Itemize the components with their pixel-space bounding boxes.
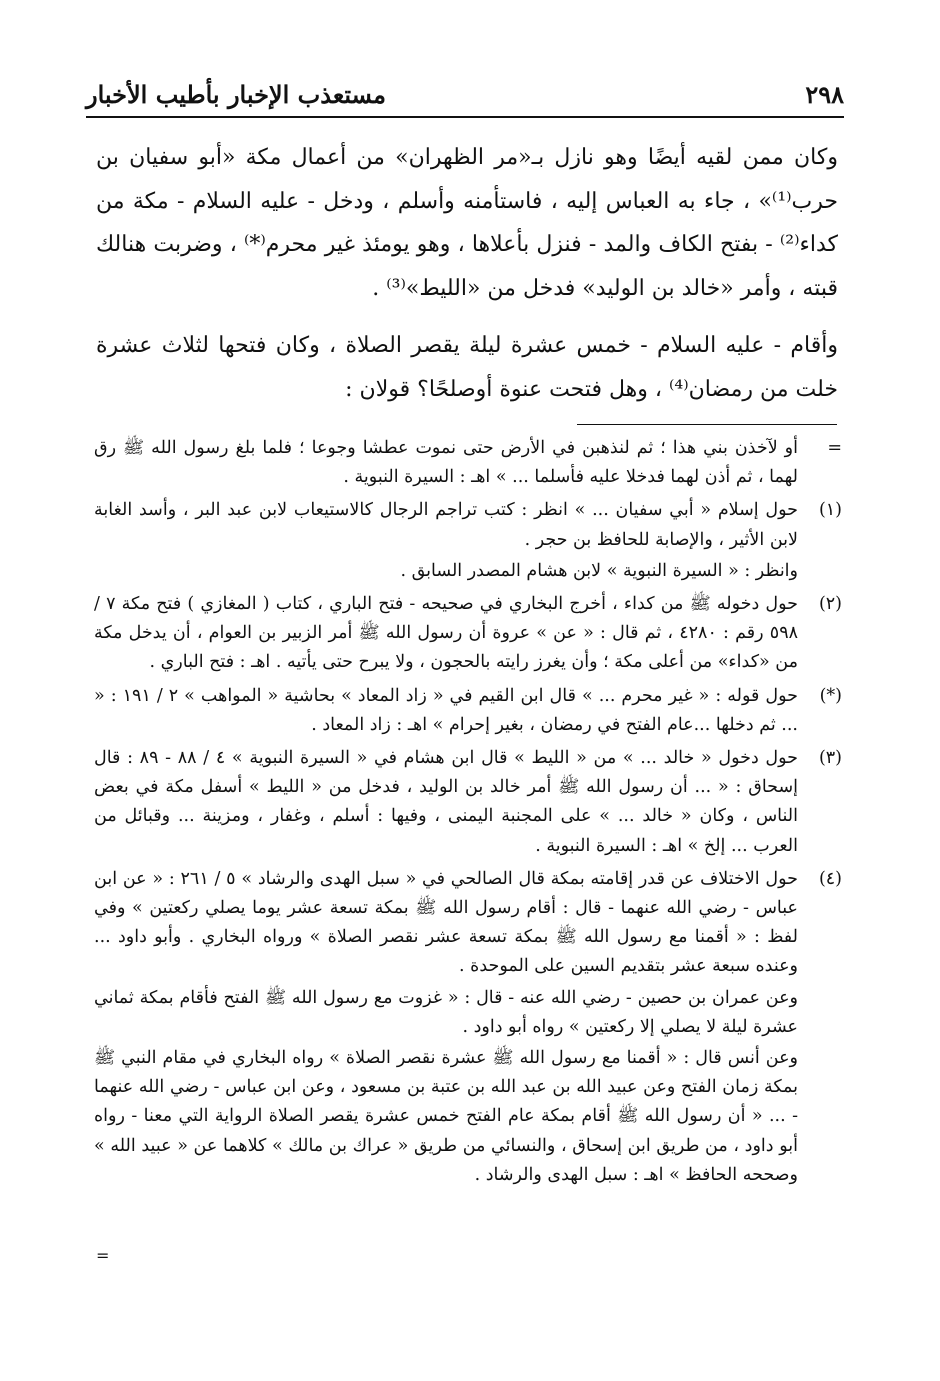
body-paragraph: وكان ممن لقيه أيضًا وهو نازل بـ«مر الظهران» من أعمال مكة «أبو سفيان بن حرب⁽¹⁾» ، جاء به العباس إليه ، فاستأمنه وأسلم ، ودخل - عليه السلام - مكة من كداء⁽²⁾ - بفتح الكاف والمد - فنزل بأعلاها ، وهو يومئذ غير محرم⁽*⁾ ، وضربت هنالك قبته ، وأمر «خالد بن الوليد» فدخل من «الليط»⁽³⁾ . — [96, 145, 838, 301]
footnote-4 — [94, 865, 842, 1190]
footnote-number: = — [827, 438, 842, 458]
footnote-number: (١) — [818, 500, 842, 521]
main-text — [96, 136, 838, 425]
footnotes — [94, 434, 842, 1194]
footnote-text: حول الاختلاف عن قدر إقامته بمكة قال الصالحي في « سبل الهدى والرشاد » ٥ / ٢٦١ : « عن ابن عباس - رضي الله عنهما - قال : أقام رسول الله ﷺ بمكة تسعة عشر يوما يصلي ركعتين » وفي لفظ : « أقمنا مع رسول الله ﷺ بمكة تسعة عشر نقصر الصلاة » ورواه البخاري . وأبو داود ... وعنده سبعة عشر بتقديم السين على الموحدة . — [94, 868, 799, 977]
footnote-text: حول دخول « خالد ... » من « الليط » قال ابن هشام في « السيرة النبوية » ٤ / ٨٨ - ٨٩ : قال إسحاق : « ... أن رسول الله ﷺ أمر خالد بن الوليد ، فدخل من « الليط » أسفل مكة في بعض الناس ، وكان « خالد ... » على المجنبة اليمنى ، وفيها : أسلم ، وغفار ، ومزينة ... وقبائل من العرب ... إلخ » اهـ : السيرة النبوية . — [94, 748, 798, 856]
footnote-text: حول قوله : « غير محرم ... » قال ابن القيم في « زاد المعاد » بحاشية « المواهب » ٢ / ١٩١ : « ... ثم دخلها ...عام الفتح في رمضان ، بغير إحرام » اهـ : زاد المعاد . — [94, 685, 798, 735]
footnote-text: وعن أنس قال : « أقمنا مع رسول الله ﷺ عشرة نقصر الصلاة » رواه البخاري في مقام النبي ﷺ بمكة زمان الفتح وعن عبيد الله بن عبد الله بن عتبة بن مسعود ، وعن ابن عباس - رضي الله عنهما - ... « أن رسول الله ﷺ أقام بمكة عام الفتح خمس عشرة يقصر الصلاة الرواية التي معنا - رواه أبو داود ، من طريق ابن إسحاق ، والنسائي من طريق « عراك بن مالك » كلاهما عن « عبيد الله » وصححه الحافظ » اهـ : سبل الهدى والرشاد . — [94, 1048, 798, 1185]
footnote-number: (٣) — [818, 748, 842, 769]
footnote-1 — [94, 496, 842, 586]
footnote-text: أو لآخذن بني هذا ؛ ثم لنذهبن في الأرض حتى نموت عطشا وجوعا ؛ فلما بلغ رسول الله ﷺ رق لهما ، ثم أذن لهما فدخلا عليه فأسلما ... » اهـ : السيرة النبوية . — [94, 438, 798, 488]
page-number: ٢٩٨ — [805, 80, 844, 109]
footnote-number: (٢) — [818, 594, 842, 615]
footnote-text: حول إسلام « أبي سفيان ... » انظر : كتب تراجم الرجال كالاستيعاب لابن عبد البر ، وأسد الغابة لابن الأثير ، والإصابة للحافظ بن حجر . — [94, 500, 798, 550]
body-paragraph: وأقام - عليه السلام - خمس عشرة ليلة يقصر الصلاة ، وكان فتحها لثلاث عشرة خلت من رمضان⁽⁴⁾ ، وهل فتحت عنوة أوصلحًا؟ قولان : — [96, 333, 838, 402]
footnote-star — [94, 682, 842, 740]
footnote-separator — [577, 424, 837, 425]
continuation-mark: = — [96, 1246, 110, 1265]
footnote-text: وانظر : « السيرة النبوية » لابن هشام المصدر السابق . — [400, 560, 798, 581]
footnote-text: حول دخوله ﷺ من كداء ، أخرج البخاري في صحيحه - فتح الباري ، كتاب ( المغازي ) فتح مكة ٧ / ٥٩٨ رقم : ٤٢٨٠ ، ثم قال : « عن » عروة أن رسول الله ﷺ أمر الزبير بن العوام ، أن يدخل مكة من «كداء» من أعلى مكة ؛ وأن يغرز رايته بالحجون ، ولا يبرح حتى يأتيه . اهـ : فتح الباري . — [94, 594, 798, 673]
footnote-continuation — [94, 434, 842, 492]
page-header — [86, 76, 844, 118]
footnote-3 — [94, 744, 842, 861]
footnote-text: وعن عمران بن حصين - رضي الله عنه - قال : « غزوت مع رسول الله ﷺ الفتح فأقام بمكة ثماني عشرة ليلة لا يصلي إلا ركعتين » رواه أبو داود . — [94, 987, 798, 1037]
footnote-2 — [94, 590, 842, 678]
running-title: مستعذب الإخبار بأطيب الأخبار — [86, 80, 386, 109]
footnote-number: (٤) — [818, 868, 842, 889]
footnote-number: (*) — [819, 685, 842, 706]
